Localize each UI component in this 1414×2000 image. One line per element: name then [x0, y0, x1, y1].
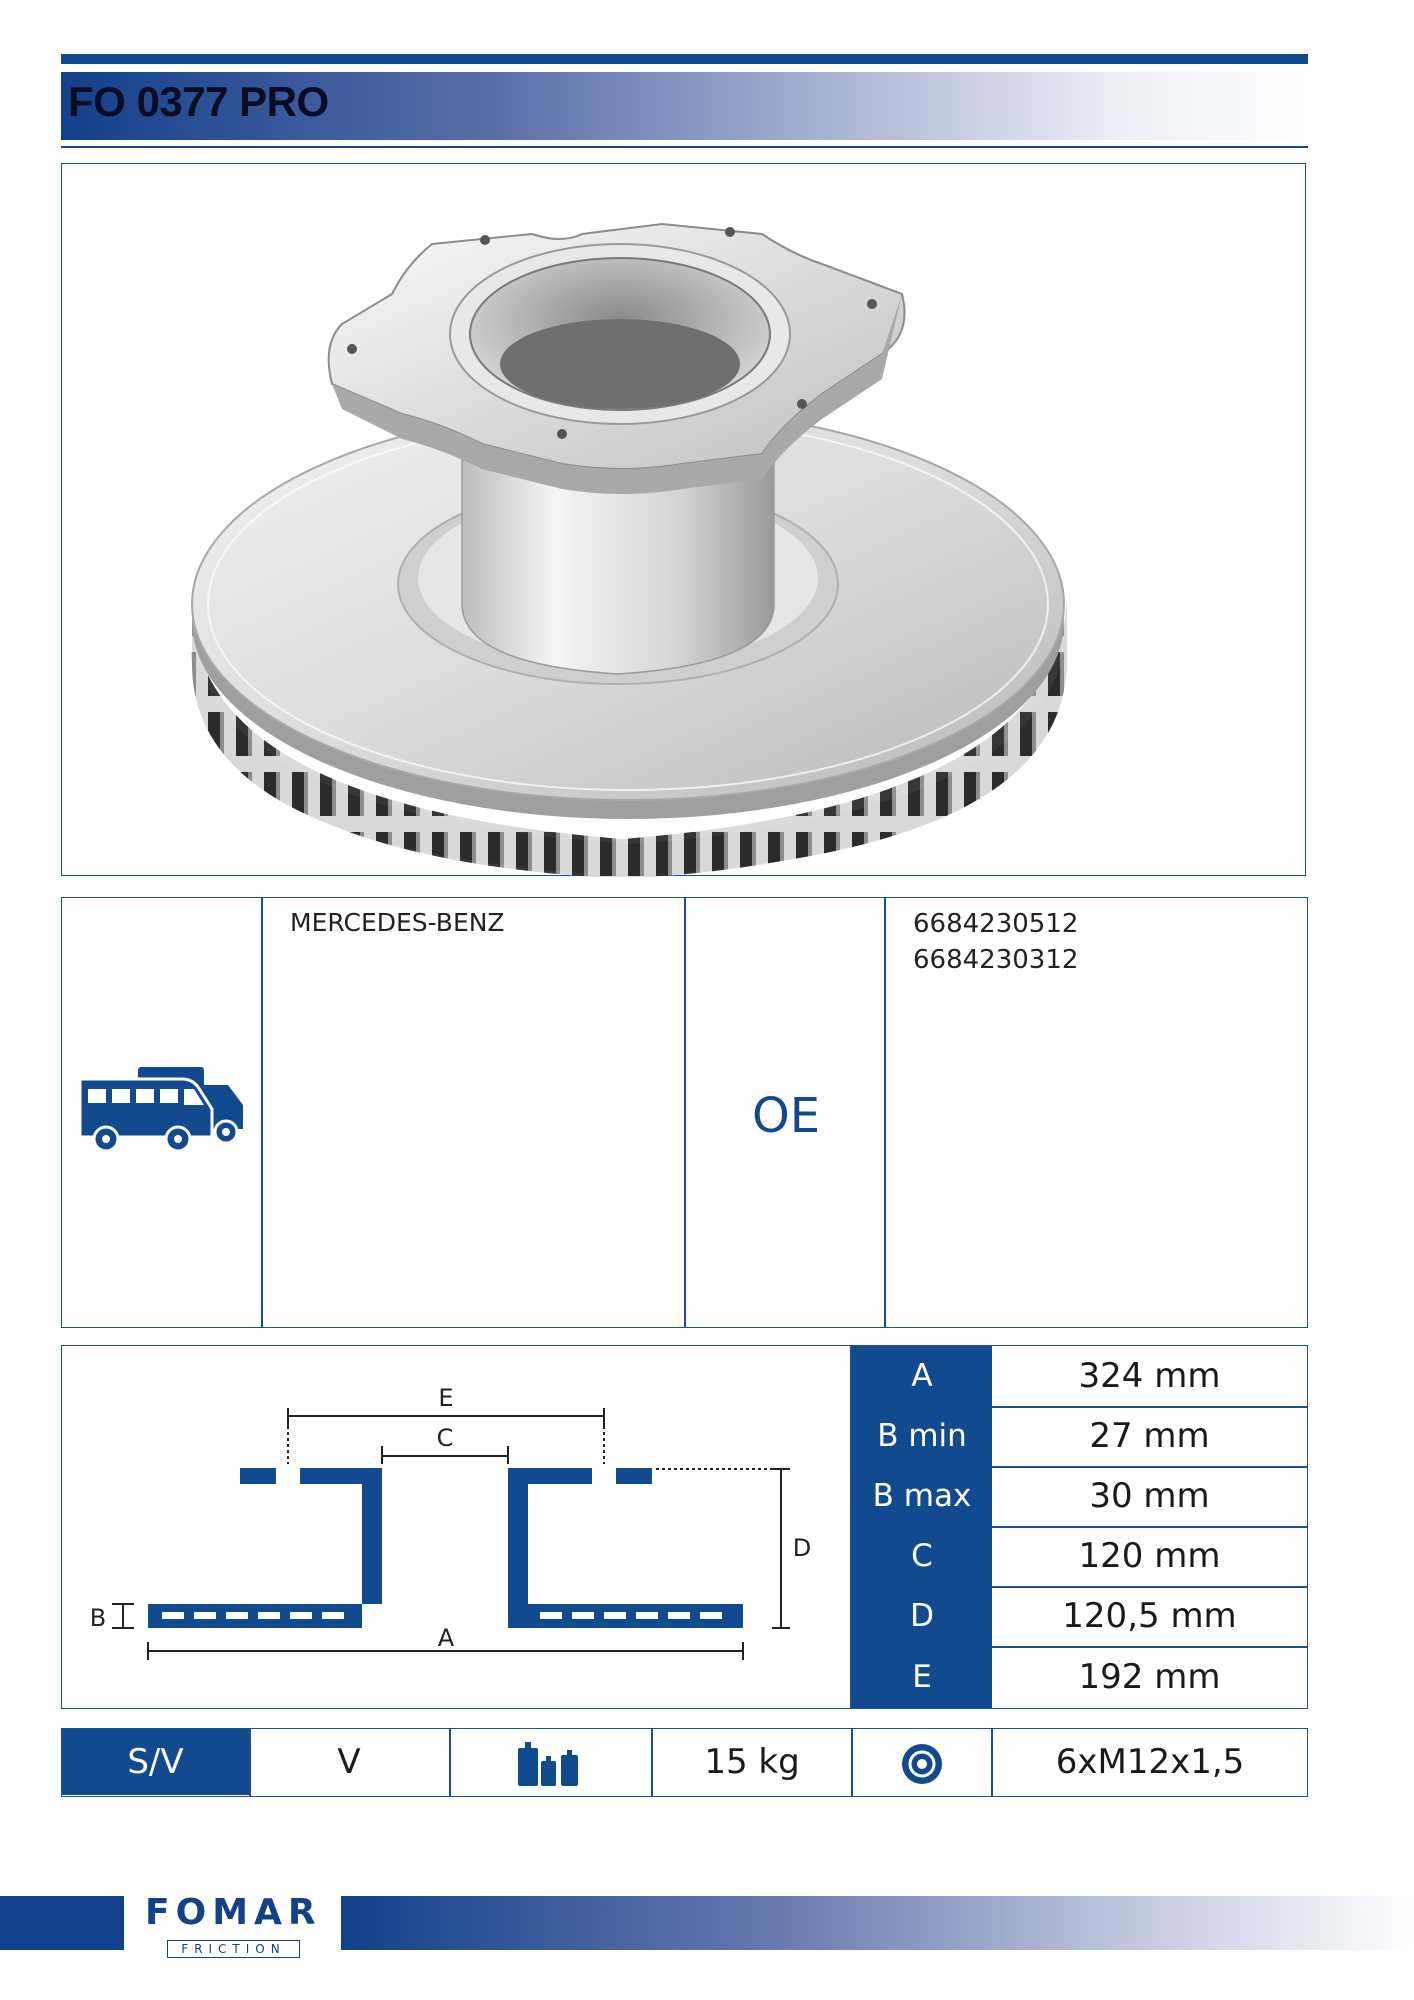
dimension-key: B min — [852, 1406, 992, 1466]
title-underline — [61, 146, 1308, 148]
product-image-frame — [61, 163, 1306, 876]
spec-divider — [249, 1729, 251, 1796]
label-c: C — [436, 1424, 454, 1452]
dimension-row-b-min — [852, 1406, 1307, 1466]
section-left — [148, 1468, 382, 1628]
dimension-row-b-max — [852, 1466, 1307, 1526]
van-truck-icon — [78, 1065, 244, 1153]
weights-icon-graphic — [516, 1742, 586, 1786]
dimension-key: E — [852, 1646, 992, 1708]
dimension-key: C — [852, 1526, 992, 1586]
bolt-pattern-value: 6xM12x1,5 — [1055, 1742, 1245, 1782]
dimension-key: D — [852, 1586, 992, 1646]
oe-number-list — [913, 906, 1078, 978]
bolt-circle-icon — [853, 1729, 991, 1795]
footer-left-band — [0, 1896, 124, 1950]
weights-icon — [451, 1729, 651, 1795]
app-divider-2 — [684, 898, 686, 1327]
label-b: B — [89, 1604, 107, 1632]
brake-disc-image — [62, 164, 1307, 877]
vehicle-brand: MERCEDES-BENZ — [290, 908, 505, 937]
dimension-row-c — [852, 1526, 1307, 1586]
dimension-value: 120,5 mm — [1062, 1596, 1237, 1636]
flange-stub-right — [616, 1468, 652, 1484]
dimension-value: 27 mm — [1089, 1416, 1210, 1456]
dimensions-panel — [61, 1345, 1308, 1709]
brand-logo-wordmark: FOMAR — [145, 1892, 322, 1933]
header-top-rule — [61, 54, 1308, 64]
dimension-row-a — [852, 1346, 1307, 1406]
section-right — [508, 1468, 743, 1628]
dimension-value: 192 mm — [1078, 1657, 1221, 1697]
dimension-value: 324 mm — [1078, 1356, 1221, 1396]
footer-gradient-band — [341, 1896, 1414, 1950]
dimension-row-e — [852, 1646, 1307, 1708]
specs-bar — [61, 1728, 1308, 1797]
disc-type-value: V — [337, 1742, 361, 1782]
oe-number: 6684230512 — [913, 909, 1079, 939]
dimension-key: B max — [852, 1466, 992, 1526]
label-d: D — [792, 1534, 812, 1562]
dimension-value: 120 mm — [1078, 1536, 1221, 1576]
weight-value: 15 kg — [704, 1742, 800, 1782]
page-title: FO 0377 PRO — [68, 78, 329, 125]
app-divider-3 — [884, 898, 886, 1327]
label-e: E — [438, 1384, 454, 1412]
bolt-circle-icon-graphic — [900, 1742, 944, 1786]
label-a: A — [437, 1624, 455, 1652]
dimension-value: 30 mm — [1089, 1476, 1210, 1516]
brand-logo-subtitle: FRICTION — [167, 1940, 300, 1958]
app-divider-1 — [261, 898, 263, 1327]
dimension-row-d — [852, 1586, 1307, 1646]
dimension-key: A — [852, 1346, 992, 1406]
oe-number: 6684230312 — [913, 945, 1079, 975]
application-table — [61, 897, 1308, 1328]
disc-type-label: S/V — [62, 1729, 249, 1795]
flange-stub-left — [240, 1468, 276, 1484]
disc-cross-section-drawing — [62, 1346, 852, 1708]
oe-label: OE — [752, 1088, 821, 1144]
